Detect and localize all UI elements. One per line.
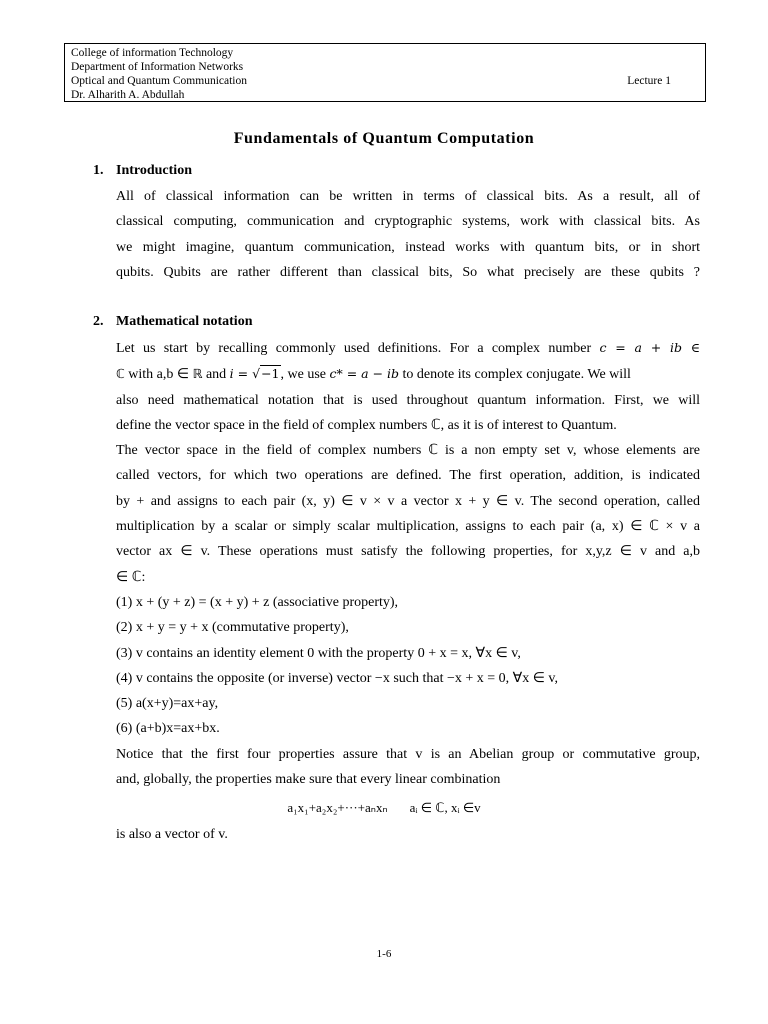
section-1-heading (93, 163, 192, 179)
header-department: Department of Information Networks (71, 61, 244, 73)
s2-line-10: ∈ ℂ: (116, 569, 146, 585)
property-4: (4) v contains the opposite (or inverse) vector −x such that −x + x = 0, ∀x ∈ v, (116, 670, 559, 686)
s2-line-5: The vector space in the field of complex numbers ℂ is a non empty set v, whose elements are (116, 443, 700, 459)
s2-line-1-text: Let us start by recalling commonly used definitions. For a complex number (116, 341, 592, 356)
header-course-row (71, 74, 699, 88)
section-2-body (116, 335, 700, 792)
section-2-heading (93, 314, 252, 330)
s2-line-1-math: c = a + ib ∈ (599, 340, 700, 355)
notice-line-1: Notice that the first four properties assure that v is an Abelian group or commutative group, (116, 746, 700, 762)
section-1-number: 1. (93, 163, 104, 178)
header-lecture: Lecture 1 (627, 75, 671, 87)
property-6: (6) (a+b)x=ax+bx. (116, 721, 220, 737)
header-college: College of information Technology (71, 47, 234, 59)
property-1: (1) x + (y + z) = (x + y) + z (associative property), (116, 594, 399, 610)
s2-line-2: ℂ with a,b ∈ ℝ and i = √−1, we use c* = a − ib to denote its complex conjugate. We will (116, 366, 631, 383)
section-2-title: Mathematical notation (116, 314, 253, 329)
s1-line-2: classical computing, communication and cryptographic systems, work with classical bits. As (116, 214, 700, 230)
header-instructor: Dr. Alharith A. Abdullah (71, 89, 185, 101)
linear-combination-formula (0, 800, 768, 816)
s2-line-3: also need mathematical notation that is used throughout quantum information. First, we will (116, 392, 700, 408)
header-box (64, 43, 706, 102)
closing-text: is also a vector of v. (116, 827, 228, 842)
s1-line-1: All of classical information can be written in terms of classical bits. As a result, all of (116, 189, 700, 204)
s2-line-1 (116, 335, 700, 361)
s2-line-6: called vectors, for which two operations are defined. The first operation, addition, is indicated (116, 468, 700, 484)
s1-line-3: we might imagine, quantum communication, instead works with quantum bits, or in short (116, 239, 700, 255)
header-course: Optical and Quantum Communication (71, 75, 247, 87)
property-5: (5) a(x+y)=ax+ay, (116, 696, 219, 712)
section-2-number: 2. (93, 314, 104, 329)
closing-line (116, 822, 700, 847)
s2-line-7: by + and assigns to each pair (x, y) ∈ v × v a vector x + y ∈ v. The second operation, called (116, 493, 700, 509)
notice-line-2: and, globally, the properties make sure that every linear combination (116, 772, 501, 788)
property-3: (3) v contains an identity element 0 with the property 0 + x = x, ∀x ∈ v, (116, 645, 521, 661)
s1-line-4: qubits. Qubits are rather different than classical bits, So what precisely are these qubits ? (116, 264, 700, 280)
s2-line-9: vector ax ∈ v. These operations must satisfy the following properties, for x,y,z ∈ v and a,b (116, 544, 700, 560)
formula-left: a₁x₁+a₂x₂+···+aₙxₙ (287, 800, 388, 815)
formula-right: aᵢ ∈ ℂ, xᵢ ∈v (409, 800, 481, 815)
section-1-title: Introduction (116, 163, 192, 178)
section-1-body (116, 184, 700, 285)
property-2: (2) x + y = y + x (commutative property), (116, 620, 349, 636)
s2-line-8: multiplication by a scalar or simply scalar multiplication, assigns to each pair (a, x) ∈ ℂ × v a (116, 519, 700, 535)
s2-line-4: define the vector space in the field of complex numbers ℂ, as it is of interest to Quantum. (116, 417, 617, 433)
page-title: Fundamentals of Quantum Computation (233, 130, 535, 147)
page-number: 1-6 (376, 948, 392, 960)
